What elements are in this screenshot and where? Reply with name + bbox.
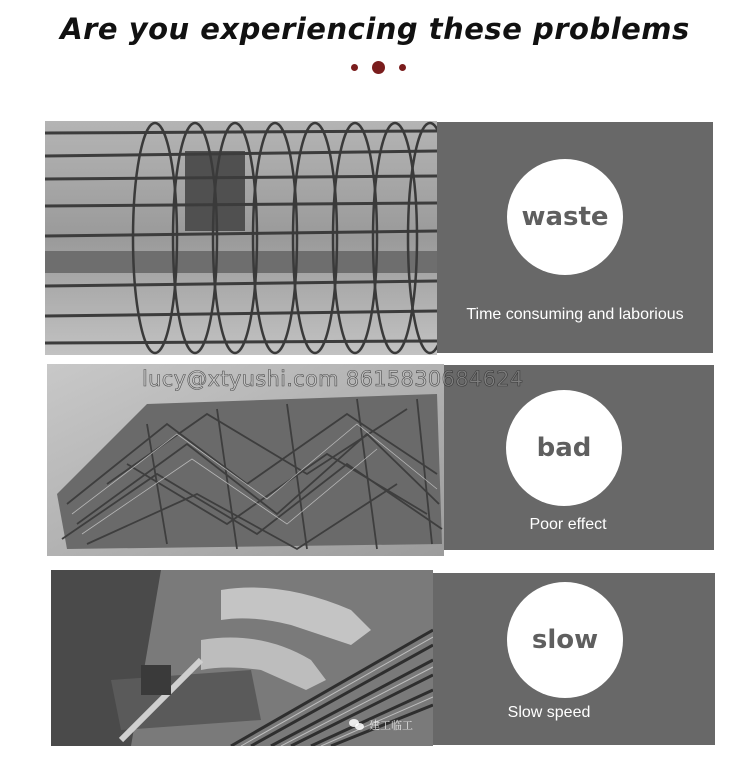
problem-caption: Slow speed bbox=[507, 704, 591, 721]
problem-caption: Poor effect bbox=[529, 516, 607, 533]
keyword-circle: bad bbox=[506, 390, 622, 506]
page-title: Are you experiencing these problems bbox=[60, 12, 690, 46]
title-divider-dots bbox=[0, 58, 750, 76]
dot-icon bbox=[372, 61, 385, 74]
keyword-circle: slow bbox=[507, 582, 623, 698]
keyword-circle: waste bbox=[507, 159, 623, 275]
contact-watermark: lucy@xtyushi.com 8615830684624 bbox=[142, 367, 524, 391]
problem-panel-waste bbox=[437, 122, 713, 353]
wechat-icon bbox=[349, 719, 365, 731]
tangled-rebar-mesh-photo bbox=[47, 364, 444, 556]
rebar-cage-photo bbox=[45, 121, 437, 355]
dot-icon bbox=[351, 64, 358, 71]
problem-panel-bad bbox=[444, 365, 714, 550]
source-label: 建工临工 bbox=[369, 720, 413, 732]
problem-caption: Time consuming and laborious bbox=[466, 306, 684, 323]
problem-panel-slow bbox=[433, 573, 715, 745]
source-watermark bbox=[349, 717, 413, 733]
dot-icon bbox=[399, 64, 406, 71]
